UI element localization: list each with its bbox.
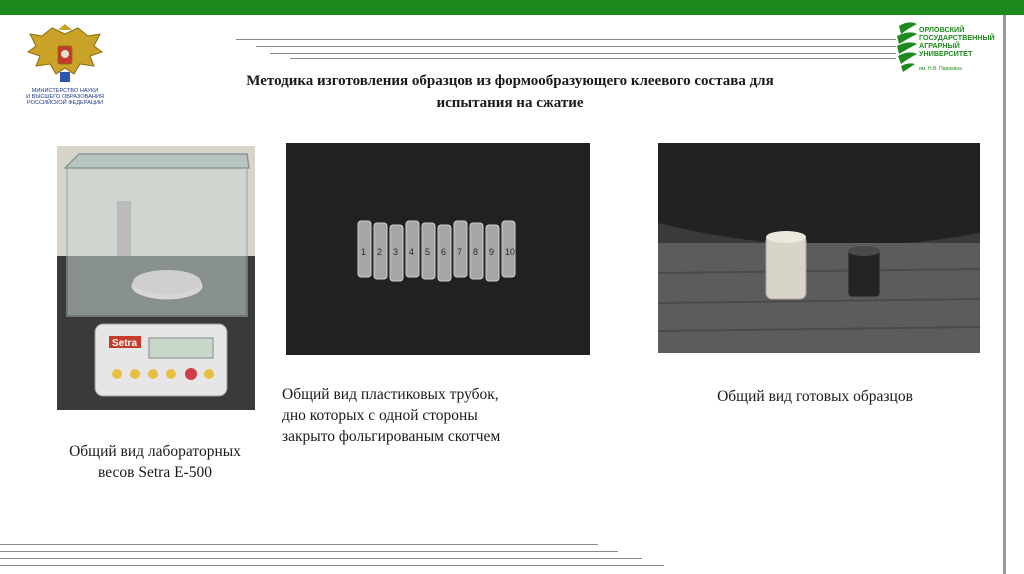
tube-8 bbox=[470, 223, 483, 279]
page-title: Методика изготовления образцов из формообразующего клеевого состава для испытания на сжатие bbox=[246, 73, 774, 111]
tube-9 bbox=[486, 225, 499, 281]
tube-4 bbox=[406, 221, 419, 277]
header-rule bbox=[290, 58, 896, 59]
tube-7 bbox=[454, 221, 467, 277]
footer-rule bbox=[0, 558, 642, 559]
samples-caption: Общий вид готовых образцов bbox=[717, 388, 913, 405]
tube-number: 5 bbox=[425, 247, 431, 257]
tube-2 bbox=[374, 223, 387, 279]
ministry-logo-text: МИНИСТЕРСТВО НАУКИ И ВЫСШЕГО ОБРАЗОВАНИЯ РОССИЙСКОЙ ФЕДЕРАЦИИ bbox=[26, 88, 104, 106]
tube-5 bbox=[422, 223, 435, 279]
university-logo bbox=[895, 20, 1000, 100]
tube-number: 8 bbox=[473, 247, 479, 257]
tube-number: 9 bbox=[489, 247, 495, 257]
ministry-logo bbox=[22, 24, 108, 110]
footer-rule bbox=[0, 551, 618, 552]
tube-number: 7 bbox=[457, 247, 463, 257]
tube-number: 10 bbox=[505, 247, 516, 257]
tube-1 bbox=[358, 221, 371, 277]
tubes-caption: Общий вид пластиковых трубок, дно которых с одной стороны закрыто фольгированым скотчем bbox=[282, 386, 501, 445]
university-logo-text: ОРЛОВСКИЙ ГОСУДАРСТВЕННЫЙ АГРАРНЫЙ УНИВЕРСИТЕТ bbox=[919, 25, 995, 58]
header-rule bbox=[256, 46, 896, 47]
leaf-emblem-icon bbox=[895, 20, 919, 80]
scale-brand-label: Setra bbox=[112, 338, 138, 349]
header-rule bbox=[236, 39, 896, 40]
tube-6 bbox=[438, 225, 451, 281]
header-rule bbox=[270, 53, 896, 54]
tube-number: 4 bbox=[409, 247, 415, 257]
footer-rule bbox=[0, 544, 598, 545]
samples-photo bbox=[658, 143, 980, 353]
tube-number: 2 bbox=[377, 247, 383, 257]
tube-number: 3 bbox=[393, 247, 399, 257]
tube-number: 6 bbox=[441, 247, 447, 257]
tube-10 bbox=[502, 221, 515, 277]
right-edge-line bbox=[1003, 15, 1006, 574]
scale-caption: Общий вид лабораторных весов Setra E-500 bbox=[69, 443, 241, 481]
tube-number: 1 bbox=[361, 247, 367, 257]
university-logo-subtitle: им. Н.В. Парахина bbox=[919, 66, 962, 72]
double-headed-eagle-icon bbox=[22, 24, 108, 88]
footer-rule bbox=[0, 565, 664, 566]
scale-photo bbox=[57, 146, 255, 410]
tube-3 bbox=[390, 225, 403, 281]
tubes-photo bbox=[286, 143, 590, 355]
top-accent-bar bbox=[0, 0, 1024, 15]
